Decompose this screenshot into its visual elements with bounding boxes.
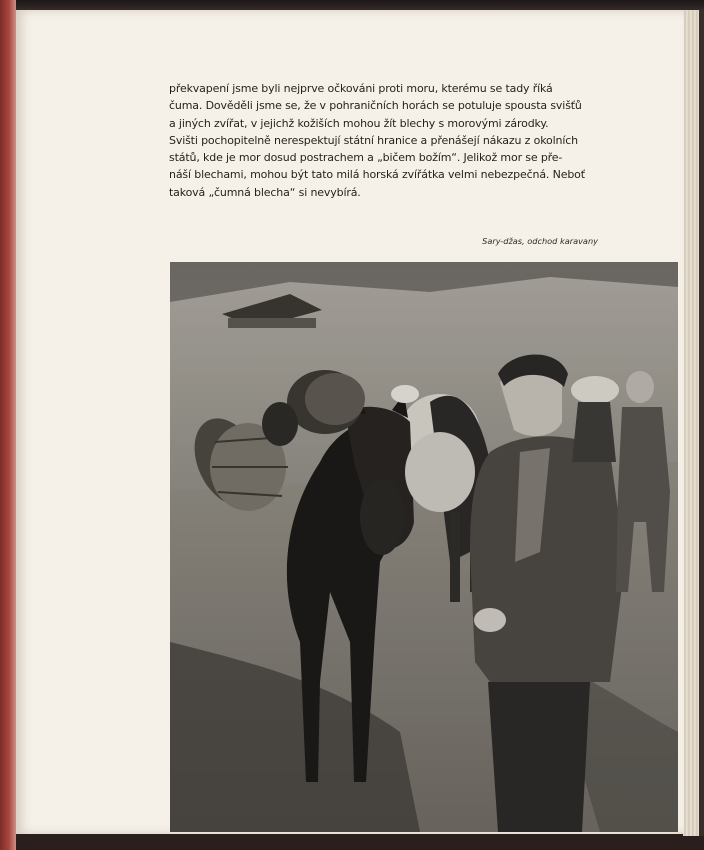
book-cover-right-edge [699, 10, 704, 836]
book-cover-left-edge [0, 0, 16, 850]
paragraph-line: a jiných zvířat, v jejichž kožiších mohou žít blechy s morovými zárodky. [169, 116, 549, 130]
photo-illustration [170, 262, 678, 832]
photo-caption: Sary-džas, odchod karavany [482, 236, 598, 246]
paragraph-line: čuma. Dověděli jsme se, že v pohraničních horách se potuluje spousta svišťů [169, 99, 582, 113]
paragraph-line: náší blechami, mohou být tato milá horská zvířátka velmi nebezpečná. Neboť [169, 168, 585, 182]
paragraph-line: taková „čumná blecha“ si nevybírá. [169, 185, 361, 199]
paragraph-line: překvapení jsme byli nejprve očkováni proti moru, kterému se tady říká [169, 82, 553, 95]
photo-grain [170, 262, 678, 832]
paragraph-line: Svišti pochopitelně nerespektují státní hranice a přenášejí nákazu z okolních [169, 133, 578, 147]
paragraph-line: států, kde je mor dosud postrachem a „bičem božím“. Jelikož mor se pře- [169, 151, 563, 165]
body-paragraph [169, 80, 599, 201]
photograph-caravan [170, 262, 678, 832]
